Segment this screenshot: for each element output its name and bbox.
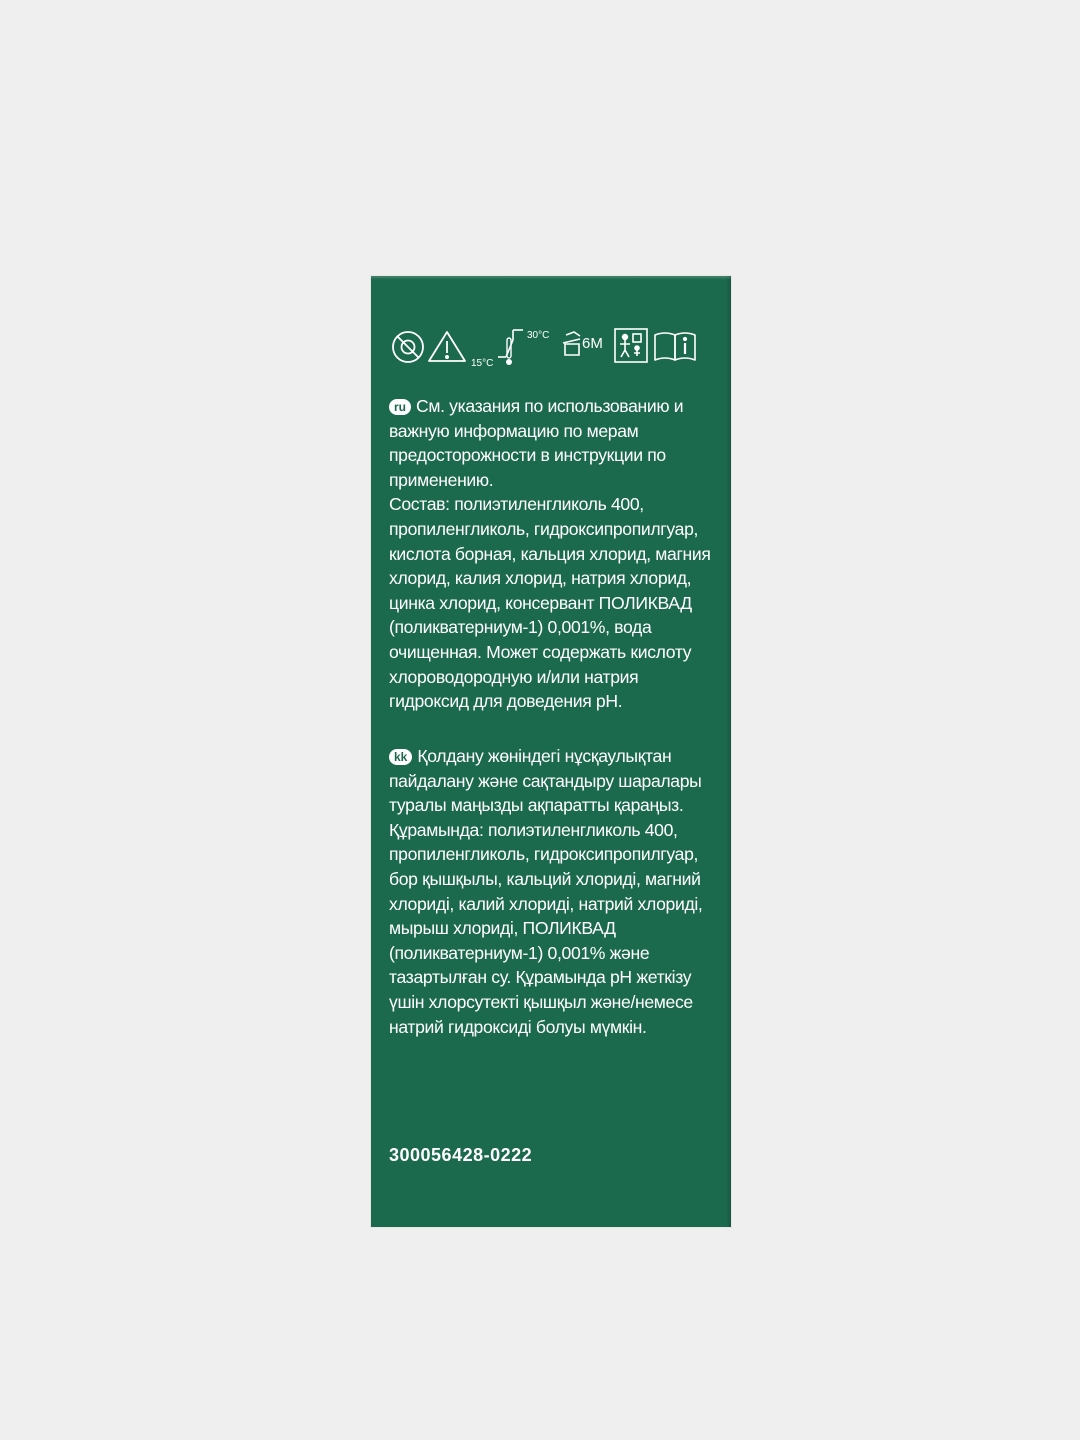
ru-line: Состав: полиэтиленгликоль 400,	[389, 494, 644, 515]
ru-line: (поликватерниум-1) 0,001%, вода	[389, 617, 652, 638]
kk-line: пропиленгликоль, гидроксипропилгуар,	[389, 844, 699, 865]
kk-line: бор қышқылы, кальций хлориді, магний	[389, 868, 701, 889]
kk-language-badge: kk	[389, 749, 412, 765]
kk-line-1-text: Қолдану жөніндегі нұсқаулықтан	[417, 746, 672, 766]
symbols-svg	[389, 324, 709, 370]
kk-line: хлориді, калий хлориді, натрий хлориді,	[389, 893, 703, 914]
product-code: 300056428-0222	[389, 1145, 533, 1165]
ru-line: важную информацию по мерам	[389, 420, 639, 441]
kk-line: тазартылған су. Құрамында pH жеткізу	[389, 967, 692, 988]
ru-line: кислота борная, кальция хлорид, магния	[389, 543, 711, 564]
panel-edge-shadow	[726, 276, 731, 1227]
regulatory-symbols-row	[389, 324, 709, 370]
do-not-reuse-icon	[393, 332, 423, 362]
ru-line-1	[389, 394, 711, 419]
ru-language-badge: ru	[389, 399, 411, 415]
kk-line-1	[389, 744, 711, 769]
kazakh-text-block	[389, 744, 711, 1039]
kk-line: (поликватерниум-1) 0,001% және	[389, 942, 650, 963]
ru-line: хлороводородную и/или натрия	[389, 666, 639, 687]
kk-line: мырыш хлориді, ПОЛИКВАД	[389, 918, 616, 939]
panel-top-highlight	[371, 276, 731, 280]
temp-low-label: 15°C	[471, 358, 494, 369]
ru-line: очищенная. Может содержать кислоту	[389, 641, 692, 662]
temperature-limit-icon	[471, 330, 549, 369]
temp-high-label: 30°C	[527, 330, 550, 341]
ru-line: предосторожности в инструкции по	[389, 445, 666, 466]
caution-icon	[429, 332, 465, 361]
russian-text-block	[389, 394, 711, 714]
ru-line: гидроксид для доведения pH.	[389, 691, 623, 712]
ru-line: применению.	[389, 469, 494, 490]
ru-line: пропиленгликоль, гидроксипропилгуар,	[389, 518, 699, 539]
kk-line: туралы маңызды ақпаратты қараңыз.	[389, 795, 684, 816]
kk-line: пайдалану және сақтандыру шаралары	[389, 770, 702, 791]
period-after-opening-icon	[563, 332, 603, 355]
kk-line: Құрамында: полиэтиленгликоль 400,	[389, 819, 678, 840]
kk-line: үшін хлорсутекті қышқыл және/немесе	[389, 991, 693, 1012]
consult-instructions-icon	[655, 333, 695, 360]
ru-line-1-text: См. указания по использованию и	[416, 396, 684, 416]
period-label: 6M	[582, 335, 603, 352]
ru-line: хлорид, калия хлорид, натрия хлорид,	[389, 568, 692, 589]
package-side-panel	[371, 276, 731, 1227]
ru-line: цинка хлорид, консервант ПОЛИКВАД	[389, 592, 692, 613]
kk-line: натрий гидроксиді болуы мүмкін.	[389, 1016, 647, 1037]
keep-away-from-children-icon	[615, 329, 647, 362]
